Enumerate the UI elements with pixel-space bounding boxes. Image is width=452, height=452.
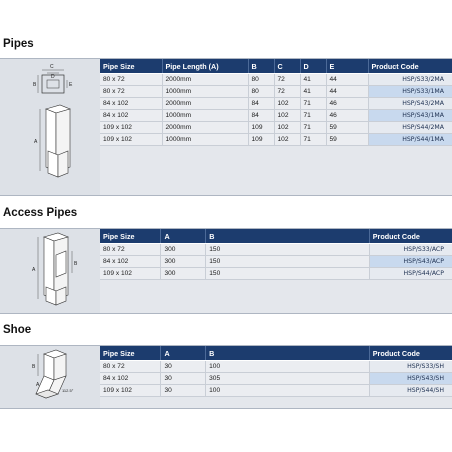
product-code-cell: HSP/S44/2MA	[368, 122, 452, 134]
pipes-table	[100, 59, 452, 146]
column-header: A	[161, 346, 206, 361]
column-header: C	[274, 59, 300, 74]
column-header: B	[206, 229, 370, 244]
section-title-access-pipes: Access Pipes	[3, 207, 78, 219]
svg-text:E: E	[69, 82, 73, 88]
table-cell: 300	[161, 256, 206, 268]
table-cell: 59	[326, 134, 368, 146]
column-header: B	[248, 59, 274, 74]
table-cell: 150	[206, 256, 370, 268]
table-cell: 109 x 102	[100, 385, 161, 397]
svg-text:A: A	[36, 382, 40, 388]
svg-text:A: A	[32, 267, 36, 273]
svg-text:D: D	[51, 74, 55, 80]
table-cell: 71	[300, 110, 326, 122]
table-cell: 30	[161, 373, 206, 385]
table-cell: 2000mm	[162, 122, 248, 134]
svg-text:B: B	[32, 364, 36, 370]
table-row	[100, 385, 452, 397]
svg-text:A: A	[34, 139, 38, 145]
table-cell: 300	[161, 244, 206, 256]
table-cell: 72	[274, 86, 300, 98]
table-cell: 80	[248, 86, 274, 98]
table-row	[100, 134, 452, 146]
column-header: E	[326, 59, 368, 74]
table-cell: 102	[274, 98, 300, 110]
table-row	[100, 110, 452, 122]
table-cell: 2000mm	[162, 98, 248, 110]
table-cell: 71	[300, 122, 326, 134]
table-cell: 300	[161, 268, 206, 280]
product-code-cell: HSP/S43/SH	[369, 373, 452, 385]
table-row	[100, 361, 452, 373]
table-cell: 30	[161, 361, 206, 373]
svg-text:B: B	[74, 261, 78, 267]
table-cell: 100	[206, 361, 370, 373]
column-header: Pipe Size	[100, 59, 162, 74]
access-pipes-panel	[0, 228, 452, 314]
shoe-panel	[0, 345, 452, 409]
column-header: Pipe Size	[100, 229, 161, 244]
table-cell: 41	[300, 86, 326, 98]
table-cell: 71	[300, 134, 326, 146]
product-code-cell: HSP/S43/ACP	[369, 256, 452, 268]
section-title-pipes: Pipes	[3, 38, 34, 50]
table-cell: 109 x 102	[100, 122, 162, 134]
product-code-cell: HSP/S44/ACP	[369, 268, 452, 280]
table-cell: 72	[274, 74, 300, 86]
column-header: Product Code	[369, 229, 452, 244]
svg-text:112.5°: 112.5°	[62, 388, 74, 393]
table-cell: 109	[248, 134, 274, 146]
table-cell: 30	[161, 385, 206, 397]
access-pipes-diagram	[0, 229, 100, 313]
section-title-shoe: Shoe	[3, 324, 32, 336]
table-cell: 150	[206, 244, 370, 256]
table-cell: 150	[206, 268, 370, 280]
table-cell: 59	[326, 122, 368, 134]
table-cell: 41	[300, 74, 326, 86]
table-row	[100, 373, 452, 385]
product-code-cell: HSP/S33/ACP	[369, 244, 452, 256]
access-pipes-table	[100, 229, 452, 280]
table-cell: 84	[248, 110, 274, 122]
product-code-cell: HSP/S33/2MA	[368, 74, 452, 86]
table-cell: 84 x 102	[100, 110, 162, 122]
table-cell: 44	[326, 74, 368, 86]
table-cell: 109	[248, 122, 274, 134]
table-cell: 80	[248, 74, 274, 86]
table-row	[100, 122, 452, 134]
table-cell: 80 x 72	[100, 86, 162, 98]
table-cell: 84 x 102	[100, 98, 162, 110]
column-header: Product Code	[368, 59, 452, 74]
column-header: Pipe Length (A)	[162, 59, 248, 74]
table-cell: 102	[274, 122, 300, 134]
product-code-cell: HSP/S33/1MA	[368, 86, 452, 98]
column-header: D	[300, 59, 326, 74]
column-header: B	[206, 346, 370, 361]
table-cell: 305	[206, 373, 370, 385]
table-cell: 46	[326, 98, 368, 110]
table-cell: 100	[206, 385, 370, 397]
table-cell: 1000mm	[162, 86, 248, 98]
shoe-diagram	[0, 346, 100, 408]
table-cell: 2000mm	[162, 74, 248, 86]
table-cell: 46	[326, 110, 368, 122]
table-row	[100, 74, 452, 86]
table-cell: 102	[274, 134, 300, 146]
table-cell: 84 x 102	[100, 256, 161, 268]
product-code-cell: HSP/S33/SH	[369, 361, 452, 373]
table-cell: 84	[248, 98, 274, 110]
table-cell: 109 x 102	[100, 134, 162, 146]
table-cell: 71	[300, 98, 326, 110]
table-cell: 80 x 72	[100, 361, 161, 373]
svg-text:C: C	[50, 64, 54, 70]
table-cell: 102	[274, 110, 300, 122]
table-cell: 80 x 72	[100, 74, 162, 86]
table-cell: 80 x 72	[100, 244, 161, 256]
column-header: Product Code	[369, 346, 452, 361]
pipes-diagram	[0, 59, 100, 195]
product-code-cell: HSP/S43/1MA	[368, 110, 452, 122]
product-code-cell: HSP/S44/SH	[369, 385, 452, 397]
column-header: Pipe Size	[100, 346, 161, 361]
product-code-cell: HSP/S43/2MA	[368, 98, 452, 110]
pipes-panel	[0, 58, 452, 196]
table-cell: 84 x 102	[100, 373, 161, 385]
table-row	[100, 268, 452, 280]
table-row	[100, 98, 452, 110]
product-code-cell: HSP/S44/1MA	[368, 134, 452, 146]
column-header: A	[161, 229, 206, 244]
table-cell: 1000mm	[162, 134, 248, 146]
table-row	[100, 256, 452, 268]
shoe-table	[100, 346, 452, 397]
svg-text:B: B	[33, 82, 37, 88]
table-row	[100, 244, 452, 256]
table-cell: 109 x 102	[100, 268, 161, 280]
table-row	[100, 86, 452, 98]
table-cell: 44	[326, 86, 368, 98]
table-cell: 1000mm	[162, 110, 248, 122]
